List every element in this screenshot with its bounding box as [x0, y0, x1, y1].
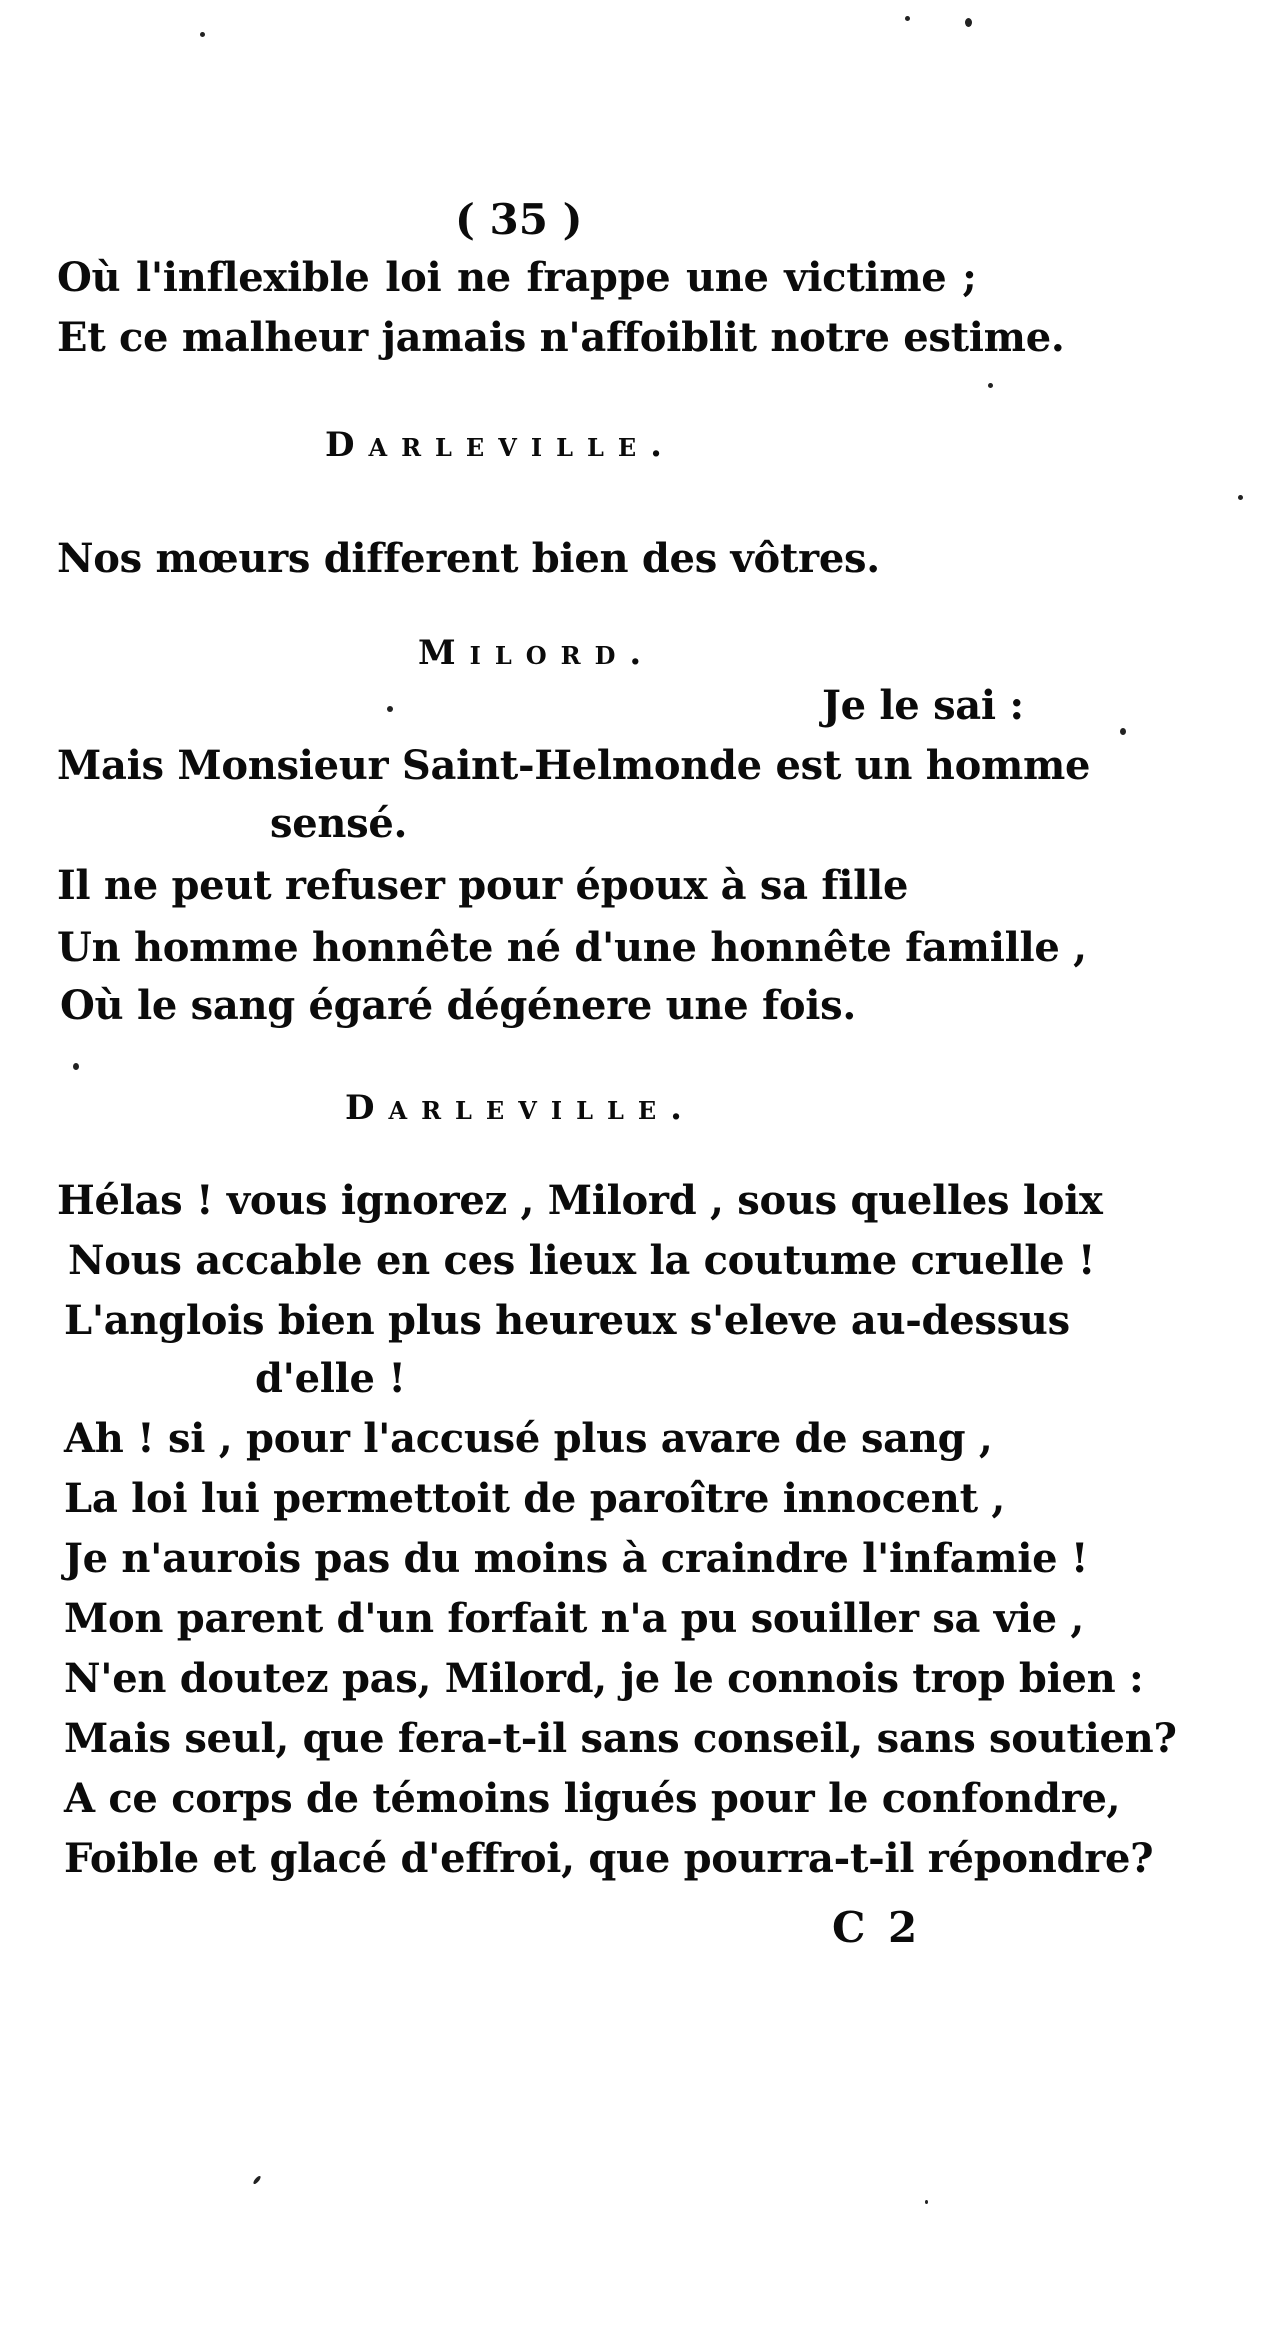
- ink-speck: [387, 706, 393, 712]
- verse-line: Ah ! si , pour l'accusé plus avare de sang ,: [64, 1415, 993, 1462]
- speaker-name: Darleville.: [325, 425, 676, 465]
- verse-line: Où le sang égaré dégénere une fois.: [60, 982, 857, 1029]
- ink-speck: [988, 383, 993, 388]
- verse-line-runover: sensé.: [270, 800, 408, 847]
- ink-speck: [73, 1063, 79, 1070]
- verse-line: La loi lui permettoit de paroître innocent ,: [64, 1475, 1006, 1522]
- ink-speck: [965, 18, 972, 27]
- ink-speck: [252, 2175, 261, 2185]
- speaker-name: Milord.: [418, 633, 656, 673]
- ink-speck: [1120, 728, 1126, 735]
- verse-line: Il ne peut refuser pour époux à sa fille: [57, 862, 909, 909]
- verse-line: Mais seul, que fera-t-il sans conseil, sans soutien?: [64, 1715, 1177, 1762]
- verse-line: Mon parent d'un forfait n'a pu souiller sa vie ,: [64, 1595, 1085, 1642]
- verse-line: A ce corps de témoins ligués pour le confondre,: [64, 1775, 1121, 1822]
- ink-speck: [925, 2200, 928, 2204]
- verse-line: Et ce malheur jamais n'affoiblit notre estime.: [57, 314, 1065, 361]
- ink-speck: [905, 16, 910, 21]
- verse-line-continuation: Je le sai :: [822, 682, 1024, 729]
- verse-line: L'anglois bien plus heureux s'eleve au-dessus: [64, 1297, 1070, 1344]
- verse-line: Nous accable en ces lieux la coutume cruelle !: [68, 1237, 1096, 1284]
- verse-line: N'en doutez pas, Milord, je le connois trop bien :: [64, 1655, 1144, 1702]
- speaker-name: Darleville.: [345, 1088, 696, 1128]
- ink-speck: [1238, 495, 1243, 500]
- verse-line: Foible et glacé d'effroi, que pourra-t-il répondre?: [64, 1835, 1154, 1882]
- ink-speck: [200, 32, 205, 37]
- verse-line: Je n'aurois pas du moins à craindre l'infamie !: [64, 1535, 1089, 1582]
- signature-mark: C 2: [832, 1903, 922, 1952]
- verse-line: Où l'inflexible loi ne frappe une victime ;: [57, 254, 977, 301]
- verse-line: Hélas ! vous ignorez , Milord , sous quelles loix: [57, 1177, 1103, 1224]
- page-number: ( 35 ): [455, 195, 583, 244]
- verse-line: Nos mœurs different bien des vôtres.: [57, 535, 880, 582]
- verse-line: Mais Monsieur Saint-Helmonde est un homme: [57, 742, 1091, 789]
- verse-line: Un homme honnête né d'une honnête famille ,: [57, 924, 1087, 971]
- verse-line-runover: d'elle !: [255, 1355, 406, 1402]
